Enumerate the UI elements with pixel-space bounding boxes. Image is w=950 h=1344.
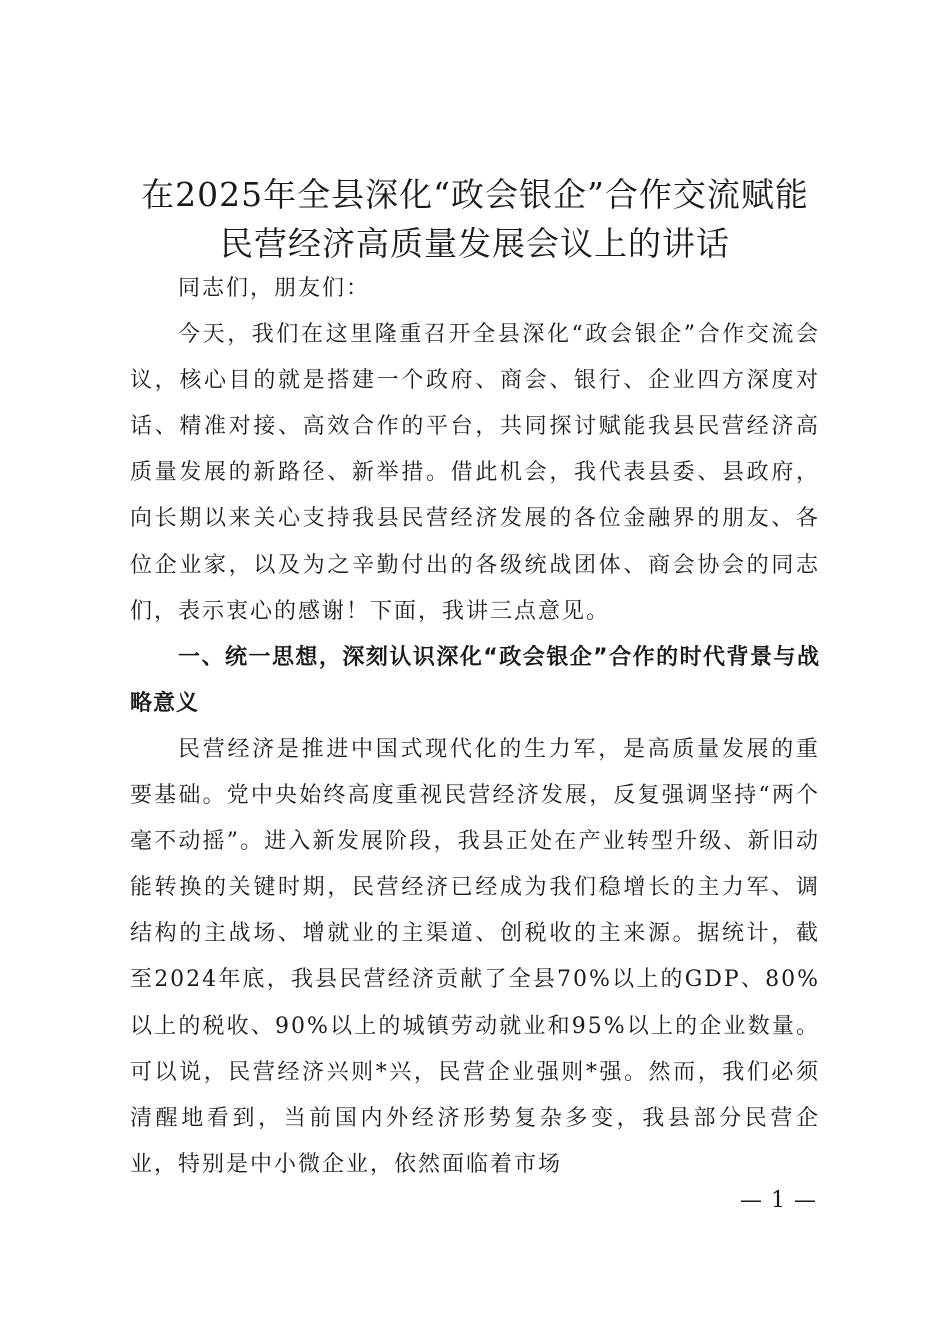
- salutation: 同志们，朋友们：: [178, 276, 371, 301]
- page-number: — 1 —: [740, 1188, 817, 1213]
- document-body: [130, 266, 820, 1188]
- section-paragraph: 民营经济是推进中国式现代化的生力军，是高质量发展的重要基础。党中央始终高度重视民营经济发展，反复强调坚持“两个毫不动摇”。进入新发展阶段，我县正处在产业转型升级、新旧动能转换的关键时期，民营经济已经成为我们稳增长的主力军、调结构的主战场、增就业的主渠道、创税收的主来源。据统计，截至2024年底，我县民营经济贡献了全县70%以上的GDP、80%以上的税收、90%以上的城镇劳动就业和95%以上的企业数量。可以说，民营经济兴则*兴，民营企业强则*强。然而，我们必须清醒地看到，当前国内外经济形势复杂多变，我县部分民营企业，特别是中小微企业，依然面临着市场: [130, 736, 820, 1177]
- opening-paragraph: 今天，我们在这里隆重召开全县深化“政会银企”合作交流会议，核心目的就是搭建一个政府、商会、银行、企业四方深度对话、精准对接、高效合作的平台，共同探讨赋能我县民营经济高质量发展的新路径、新举措。借此机会，我代表县委、县政府，向长期以来关心支持我县民营经济发展的各位金融界的朋友、各位企业家，以及为之辛勤付出的各级统战团体、商会协会的同志们，表示衷心的感谢！下面，我讲三点意见。: [130, 322, 820, 624]
- document-title: 在2025年全县深化“政会银企”合作交流赋能民营经济高质量发展会议上的讲话: [141, 175, 809, 263]
- section-heading: 一、统一思想，深刻认识深化“政会银企”合作的时代背景与战略意义: [130, 644, 820, 716]
